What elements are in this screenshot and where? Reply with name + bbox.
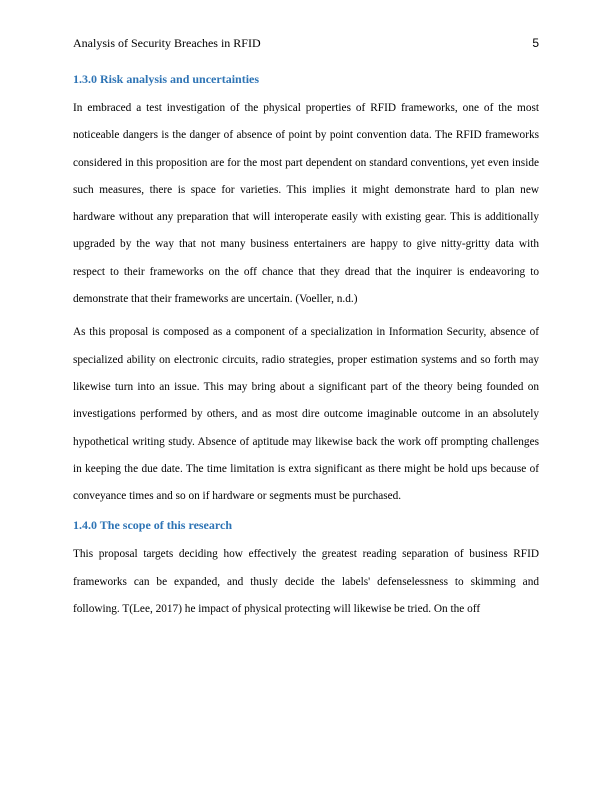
page-number: 5 xyxy=(532,36,539,50)
body-paragraph: In embraced a test investigation of the physical properties of RFID frameworks, one of the most noticeable dangers is the danger of absence of point by point convention data. The RFID frameworks considered in this proposition are for the most part dependent on standard conventions, yet even inside such measures, there is space for varieties. This implies it might demonstrate hard to plan new hardware without any preparation that will interoperate easily with existing gear. This is additionally upgraded by the way that not many business entertainers are happy to give nitty-gritty data with respect to their frameworks on the off chance that they dread that the inquirer is endeavoring to demonstrate that their frameworks are uncertain. (Voeller, n.d.) xyxy=(73,102,539,306)
section-scope xyxy=(73,516,539,623)
running-head-title: Analysis of Security Breaches in RFID xyxy=(73,36,261,50)
document-body xyxy=(73,70,539,629)
section-heading: 1.4.0 The scope of this research xyxy=(73,518,232,533)
section-heading: 1.3.0 Risk analysis and uncertainties xyxy=(73,72,260,86)
body-paragraph: As this proposal is composed as a component of a specialization in Information Security, absence of specialized ability on electronic circuits, radio strategies, proper estimation systems and so forth may likewise turn into an issue. This may bring about a significant part of the theory being founded on investigations performed by others, and as most dire outcome imaginable outcome in an absolutely hypothetical writing study. Absence of aptitude may likewise back the work off prompting challenges in keeping the due date. The time limitation is extra significant as there might be hold ups because of conveyance times and so on if hardware or segments must be purchased. xyxy=(73,326,539,503)
page-header xyxy=(73,36,539,52)
body-paragraph: This proposal targets deciding how effectively the greatest reading separation of business RFID frameworks can be expanded, and thusly decide the labels' defenselessness to skimming and following. T(Lee, 2017) he impact of physical protecting will likewise be tried. On the off xyxy=(73,548,539,616)
section-risk-analysis xyxy=(73,70,539,510)
